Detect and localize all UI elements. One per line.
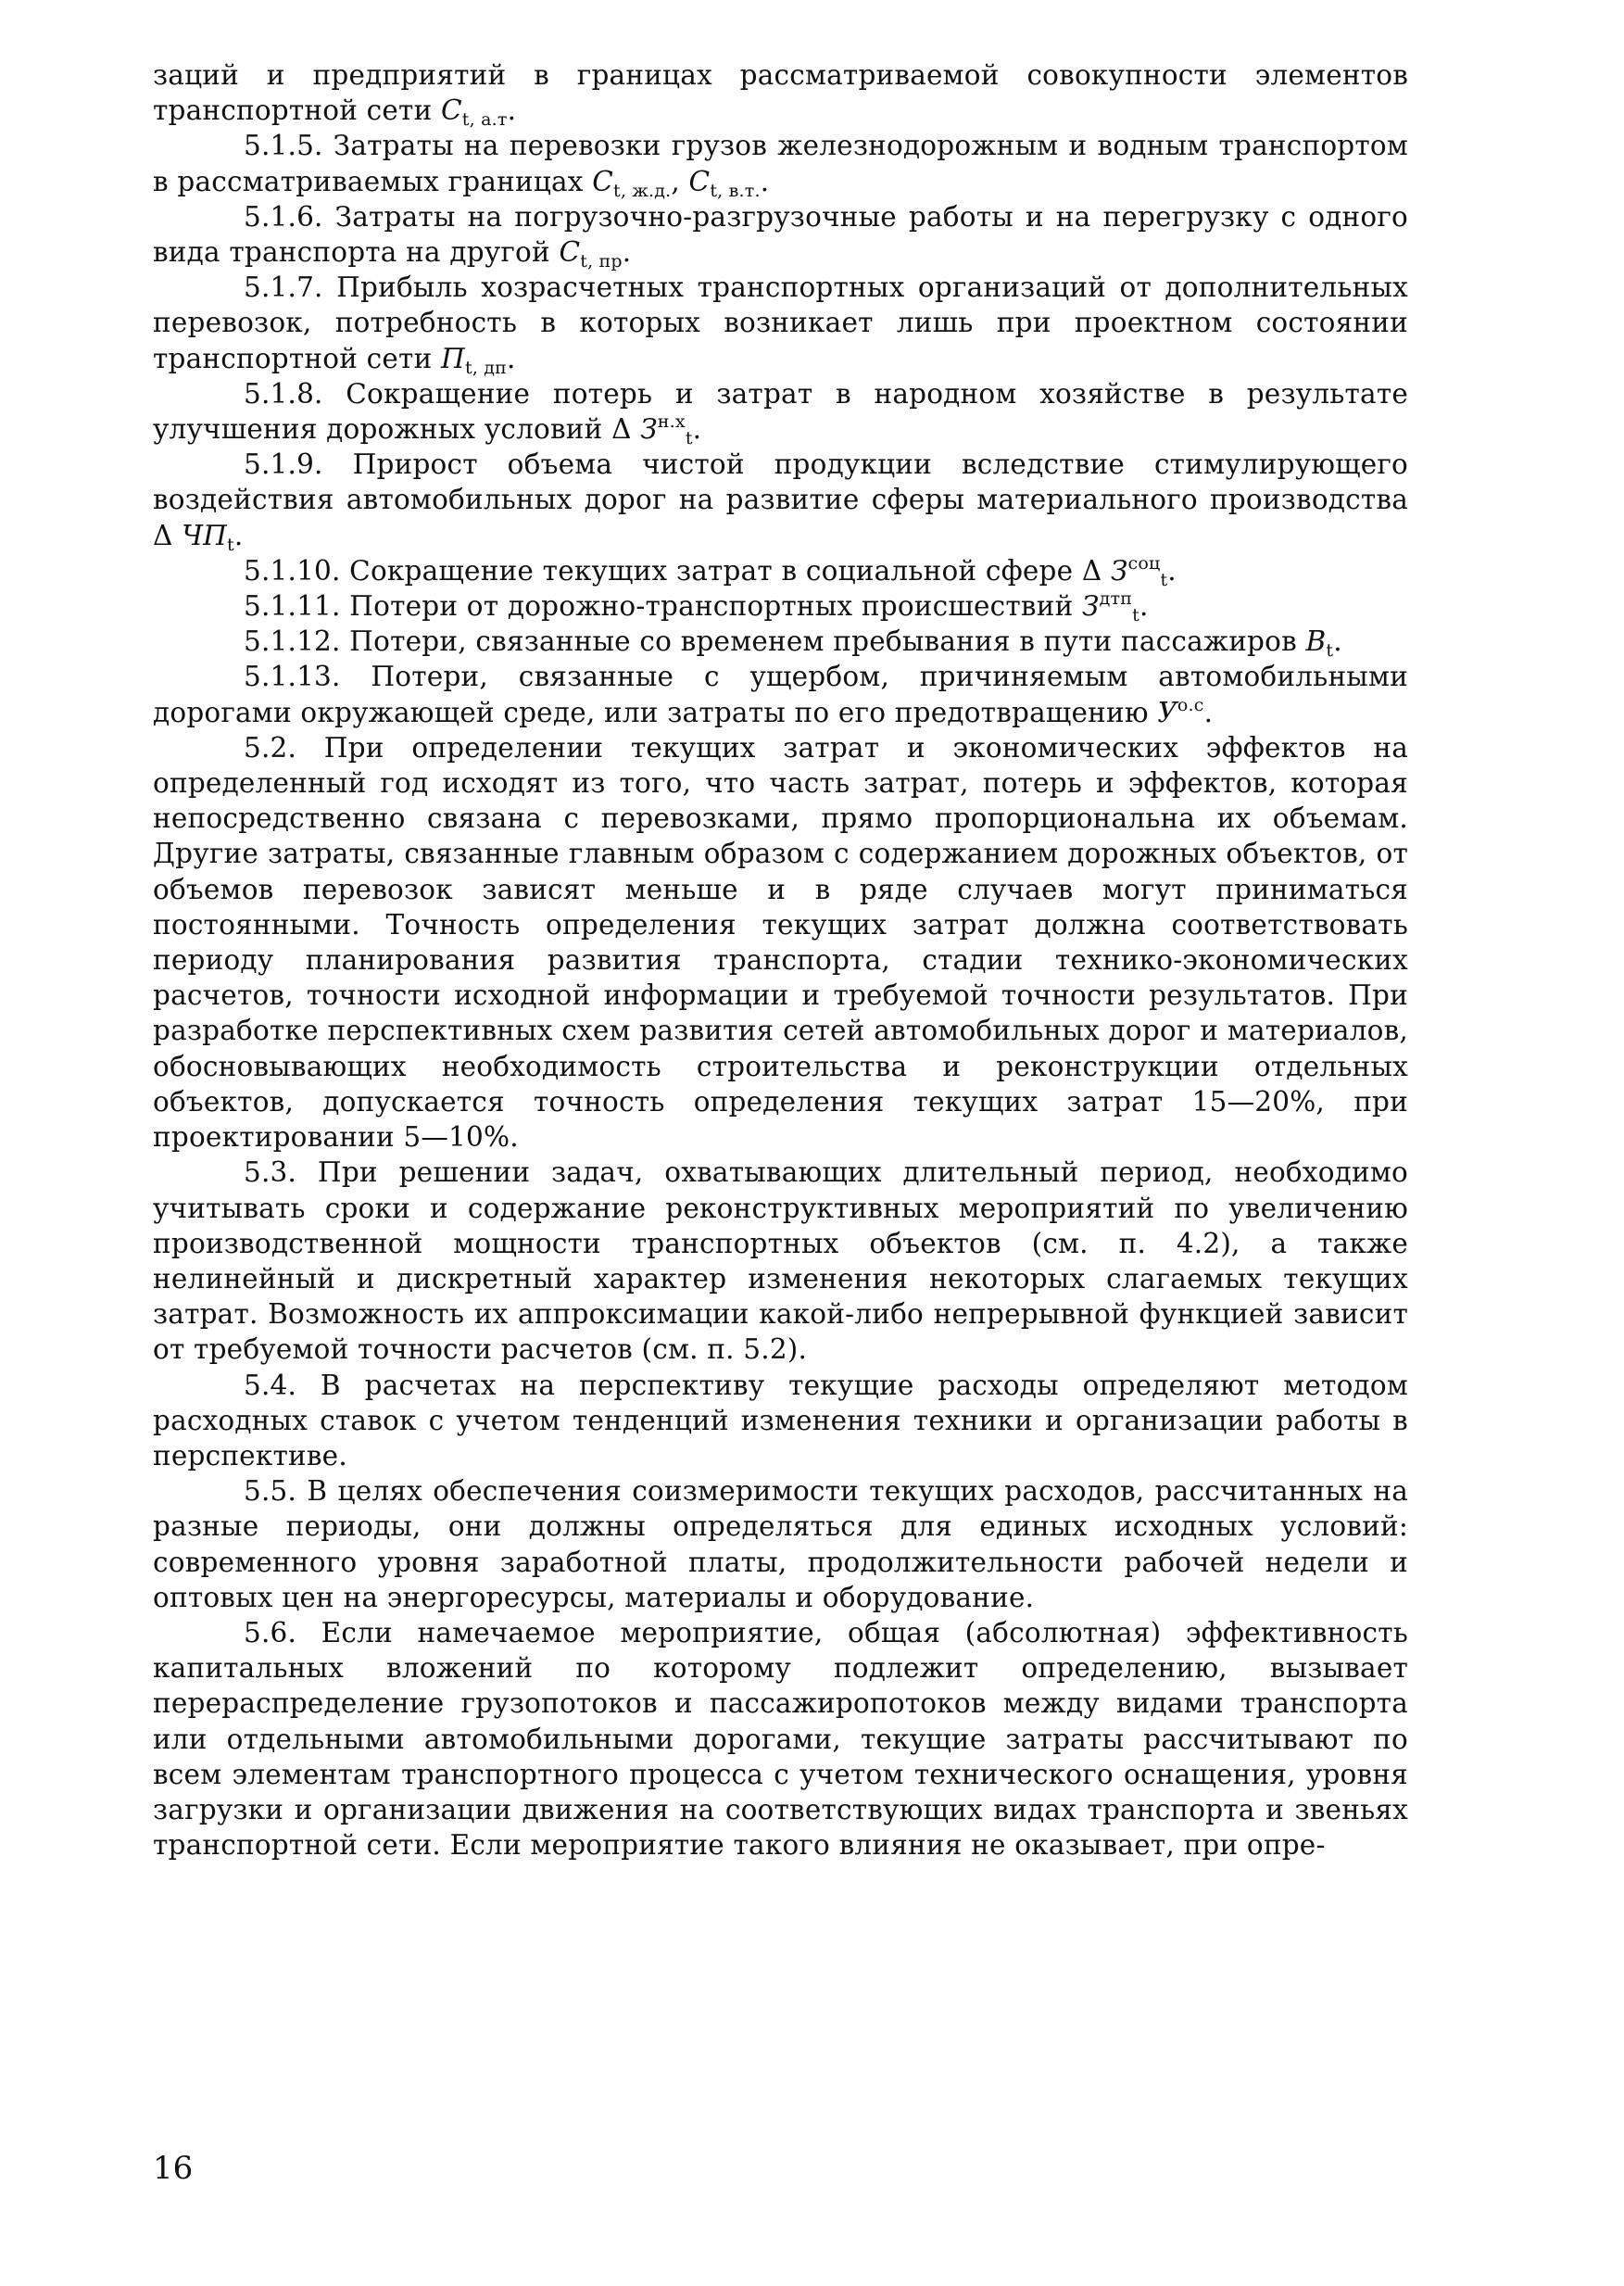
paragraph-5-6: 5.6. Если намечаемое мероприятие, общая (абсолютная) эффективность капитальных вложений по которому подлежит определению, вызывает перераспределение грузопотоков и пассажиропотоков между видами транспорта или отдельными автомобильными дорогами, текущие затраты рассчитывают по всем элементам транспортного процесса с учетом технического оснащения, уровня загрузки и организации движения на соответствующих видах транспорта и звеньях транспортной сети. Если мероприятие такого влияния не оказывает, при опре-	[153, 1616, 1408, 1862]
paragraph-5-1-6: 5.1.6. Затраты на погрузочно-разгрузочные работы и на перегрузку с одного вида транспорта на другой $C_{t, пр}$.	[153, 200, 1408, 272]
math-z-dtp: $З^{дтп}_t$	[1082, 588, 1139, 626]
paragraph-5-4: 5.4. В расчетах на перспективу текущие расходы определяют методом расходных ставок с учетом тенденций изменения техники и организации работы в перспективе.	[153, 1369, 1408, 1471]
math-u-os: $У^{о.с}$	[1157, 694, 1204, 728]
paragraph-5-1-11: 5.1.11. Потери от дорожно-транспортных происшествий $З^{дтп}_t$.	[244, 588, 1149, 626]
paragraph-5-1-5: 5.1.5. Затраты на перевозки грузов железнодорожным и водным транспортом в рассматриваемых границах $C_{t, ж.д.}$, $C_{t, в.т.}$.	[153, 130, 1408, 201]
math-z-soc: $З^{соц}_t$	[1110, 552, 1168, 590]
page-number: 16	[153, 2150, 194, 2187]
math-c-at: $C_{t, а.т}$	[441, 95, 508, 131]
math-z-nh: $З^{н.х}_t$	[640, 411, 693, 449]
paragraph-5-1-8: 5.1.8. Сокращение потерь и затрат в народном хозяйстве в результате улучшения дорожных условий Δ $З^{н.х}_t$.	[153, 377, 1408, 449]
math-p-dp: $П_{t, дп}$	[441, 342, 508, 378]
paragraph-5-1-9: 5.1.9. Прирост объема чистой продукции вследствие стимулирующего воздействия автомобильных дорог на развитие сферы материального производства Δ $ЧП_t$.	[153, 448, 1408, 555]
paragraph-5-1-7: 5.1.7. Прибыль хозрасчетных транспортных организаций от дополнительных перевозок, потребность в которых возникает лишь при проектном состоянии транспортной сети $П_{t, дп}$.	[153, 272, 1408, 378]
document-page	[153, 57, 1408, 1863]
paragraph-5-1-10: 5.1.10. Сокращение текущих затрат в социальной сфере Δ $З^{соц}_t$.	[244, 552, 1177, 590]
math-c-zhd: $C_{t, ж.д.}$	[592, 165, 672, 201]
paragraph-5-1-12: 5.1.12. Потери, связанные со временем пребывания в пути пассажиров $В_t$.	[244, 625, 1342, 662]
paragraph-5-5: 5.5. В целях обеспечения соизмеримости текущих расходов, рассчитанных на разные периоды, они должны определяться для единых исходных условий: современного уровня заработной платы, продолжительности рабочей недели и оптовых цен на энергоресурсы, материалы и оборудование.	[153, 1475, 1408, 1613]
paragraph-5-1-13: 5.1.13. Потери, связанные с ущербом, причиняемым автомобильными дорогами окружающей среде, или затраты по его предотвращению $У^{о.с}$.	[153, 661, 1408, 728]
math-c-pr: $C_{t, пр}$	[559, 236, 623, 272]
paragraph-0: заций и предприятий в границах рассматриваемой совокупности элементов транспортной сети $C_{t, а.т}$.	[153, 59, 1408, 131]
paragraph-5-2: 5.2. При определении текущих затрат и экономических эффектов на определенный год исходят из того, что часть затрат, потерь и эффектов, которая непосредственно связана с перевозками, прямо пропорциональна их объемам. Другие затраты, связанные главным образом с содержанием дорожных объектов, от объемов перевозок зависят меньше и в ряде случаев могут приниматься постоянными. Точность определения текущих затрат должна соответствовать периоду планирования развития транспорта, стадии технико-экономических расчетов, точности исходной информации и требуемой точности результатов. При разработке перспективных схем развития сетей автомобильных дорог и материалов, обосновывающих необходимость строительства и реконструкции отдельных объектов, допускается точность определения текущих затрат 15—20%, при проектировании 5—10%.	[153, 731, 1408, 1154]
math-chp: $ЧП_t$	[182, 519, 234, 555]
math-c-vt: $C_{t, в.т.}$	[688, 165, 761, 201]
paragraph-5-3: 5.3. При решении задач, охватывающих длительный период, необходимо учитывать сроки и содержание реконструктивных мероприятий по увеличению производственной мощности транспортных объектов (см. п. 4.2), а также нелинейный и дискретный характер изменения некоторых слагаемых текущих затрат. Возможность их аппроксимации какой-либо непрерывной функцией зависит от требуемой точности расчетов (см. п. 5.2).	[153, 1156, 1408, 1366]
math-v: $В_t$	[1305, 625, 1334, 662]
